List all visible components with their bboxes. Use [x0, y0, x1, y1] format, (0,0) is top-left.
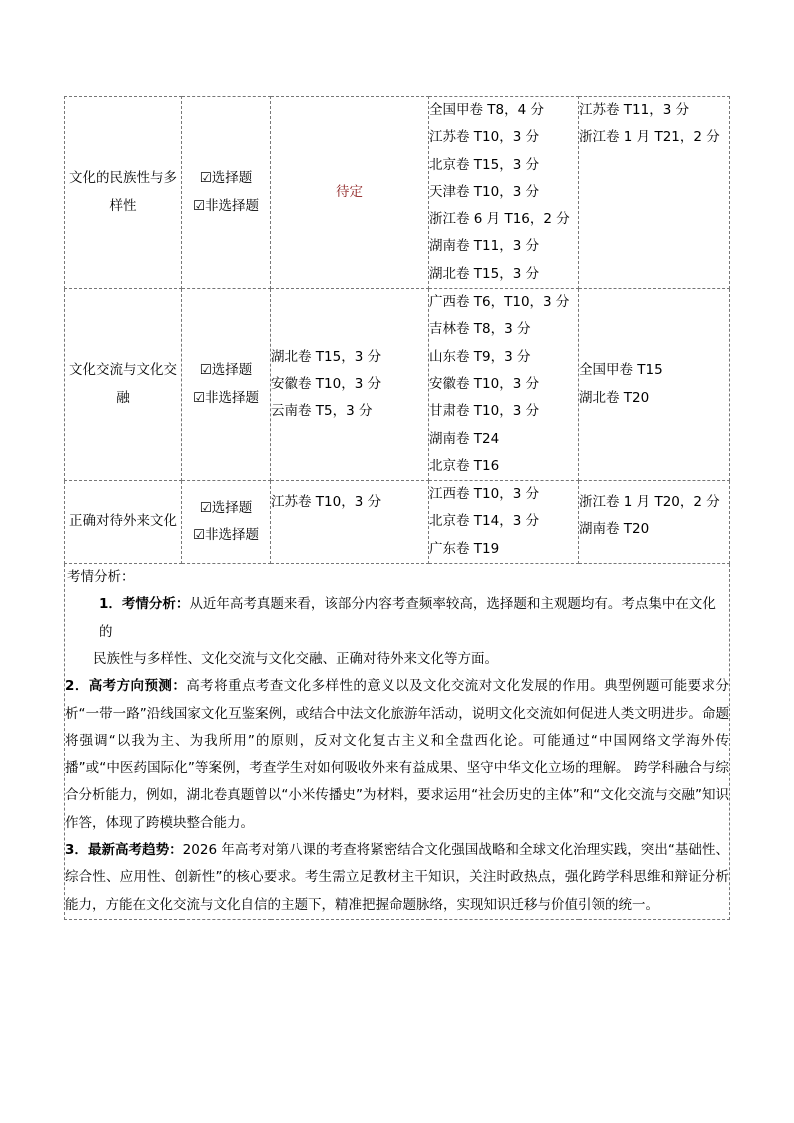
list-item: 湖北卷 T15，3 分 — [429, 265, 540, 282]
pending-cell — [271, 97, 429, 289]
exam-list-cell — [429, 289, 579, 481]
analysis-paragraph-1-continued: 民族性与多样性、文化交流与文化交融、正确对待外来文化等方面。 — [93, 650, 498, 667]
topic-label: 正确对待外来文化 — [69, 513, 177, 530]
exam-list-cell — [579, 481, 730, 564]
list-item: 全国甲卷 T15 — [579, 362, 663, 379]
exam-list-cell — [579, 289, 730, 481]
list-item: 广西卷 T6，T10，3 分 — [429, 294, 570, 311]
table-row — [65, 97, 730, 289]
checkbox-non-choice: ☑非选择题 — [192, 197, 260, 214]
topic-cell — [65, 97, 182, 289]
topic-cell — [65, 289, 182, 481]
list-item: 北京卷 T16 — [429, 457, 500, 474]
list-item: 湖北卷 T15，3 分 — [271, 348, 382, 365]
list-item: 全国甲卷 T8，4 分 — [429, 102, 545, 118]
paragraph-label: 1．考情分析： — [99, 596, 190, 613]
list-item: 江苏卷 T11，3 分 — [579, 102, 690, 118]
list-item: 广东卷 T19 — [429, 540, 500, 557]
list-item: 天津卷 T10，3 分 — [429, 183, 540, 200]
paragraph-text: 从近年高考真题来看，该部分内容考查频率较高，选择题和主观题均有。考点集中在文化的 — [99, 596, 716, 640]
checkbox-choice: ☑选择题 — [199, 499, 253, 516]
list-item: 北京卷 T14，3 分 — [429, 513, 540, 530]
analysis-paragraph-2 — [65, 673, 729, 837]
list-item: 浙江卷 1 月 T20，2 分 — [579, 494, 720, 511]
topic-cell — [65, 481, 182, 564]
list-item: 吉林卷 T8，3 分 — [429, 321, 531, 338]
paragraph-text: 高考将重点考查文化多样性的意义以及文化交流对文化发展的作用。典型例题可能要求分析“一带一路”沿线国家文化互鉴案例，或结合中法文化旅游年活动，说明文化交流如何促进人类文明进步。命题将强调“以我为主、为我所用”的原则，反对文化复古主义和全盘西化论。可能通过“中国网络文学海外传播”或“中医药国际化”等案例，考查学生对如何吸收外来有益成果、坚守中华文化立场的理解。 跨学科融合与综合分析能力，例如，湖北卷真题曾以“小米传播史”为材料，要求运用“社会历史的主体”和“文化交流与交融”知识作答，体现了跨模块整合能力。 — [65, 678, 729, 831]
list-item: 山东卷 T9，3 分 — [429, 348, 531, 365]
list-item: 北京卷 T15，3 分 — [429, 156, 540, 173]
list-item: 湖南卷 T20 — [579, 521, 650, 538]
list-item: 湖北卷 T20 — [579, 389, 650, 406]
question-type-cell — [182, 97, 271, 289]
paragraph-label: 3．最新高考趋势： — [65, 842, 183, 859]
list-item: 云南卷 T5，3 分 — [271, 403, 373, 420]
pending-label: 待定 — [336, 183, 363, 200]
topic-label: 文化交流与文化交融 — [69, 362, 177, 406]
checkbox-non-choice: ☑非选择题 — [192, 527, 260, 544]
list-item: 甘肃卷 T10，3 分 — [429, 403, 540, 420]
paragraph-label: 2．高考方向预测： — [65, 678, 187, 695]
analysis-paragraph-1 — [65, 591, 729, 646]
exam-list-cell — [429, 481, 579, 564]
analysis-paragraph-3 — [65, 837, 729, 919]
checkbox-choice: ☑选择题 — [199, 362, 253, 379]
list-item: 江西卷 T10，3 分 — [429, 486, 540, 503]
table-row — [65, 289, 730, 481]
exam-analysis-table — [64, 96, 730, 920]
analysis-cell — [65, 564, 730, 920]
analysis-heading: 考情分析： — [67, 569, 135, 586]
list-item: 安徽卷 T10，3 分 — [271, 375, 382, 392]
list-item: 湖南卷 T11，3 分 — [429, 238, 540, 255]
table-row — [65, 481, 730, 564]
list-item: 湖南卷 T24 — [429, 430, 500, 447]
exam-list-cell — [271, 481, 429, 564]
topic-label: 文化的民族性与多样性 — [69, 170, 177, 214]
question-type-cell — [182, 481, 271, 564]
paragraph-text: 2026 年高考对第八课的考查将紧密结合文化强国战略和全球文化治理实践，突出“基础性、综合性、应用性、创新性”的核心要求。考生需立足教材主干知识，关注时政热点，强化跨学科思维和辩证分析能力，方能在文化交流与文化自信的主题下，精准把握命题脉络，实现知识迁移与价值引领的统一。 — [65, 842, 729, 913]
exam-list-cell — [271, 289, 429, 481]
list-item: 江苏卷 T10，3 分 — [429, 129, 540, 146]
list-item: 江苏卷 T10，3 分 — [271, 494, 382, 511]
exam-list-cell — [429, 97, 579, 289]
checkbox-non-choice: ☑非选择题 — [192, 389, 260, 406]
list-item: 浙江卷 6 月 T16，2 分 — [429, 211, 570, 228]
analysis-row — [65, 564, 730, 920]
question-type-cell — [182, 289, 271, 481]
list-item: 安徽卷 T10，3 分 — [429, 375, 540, 392]
checkbox-choice: ☑选择题 — [199, 170, 253, 187]
list-item: 浙江卷 1 月 T21，2 分 — [579, 129, 720, 146]
exam-list-cell — [579, 97, 730, 289]
